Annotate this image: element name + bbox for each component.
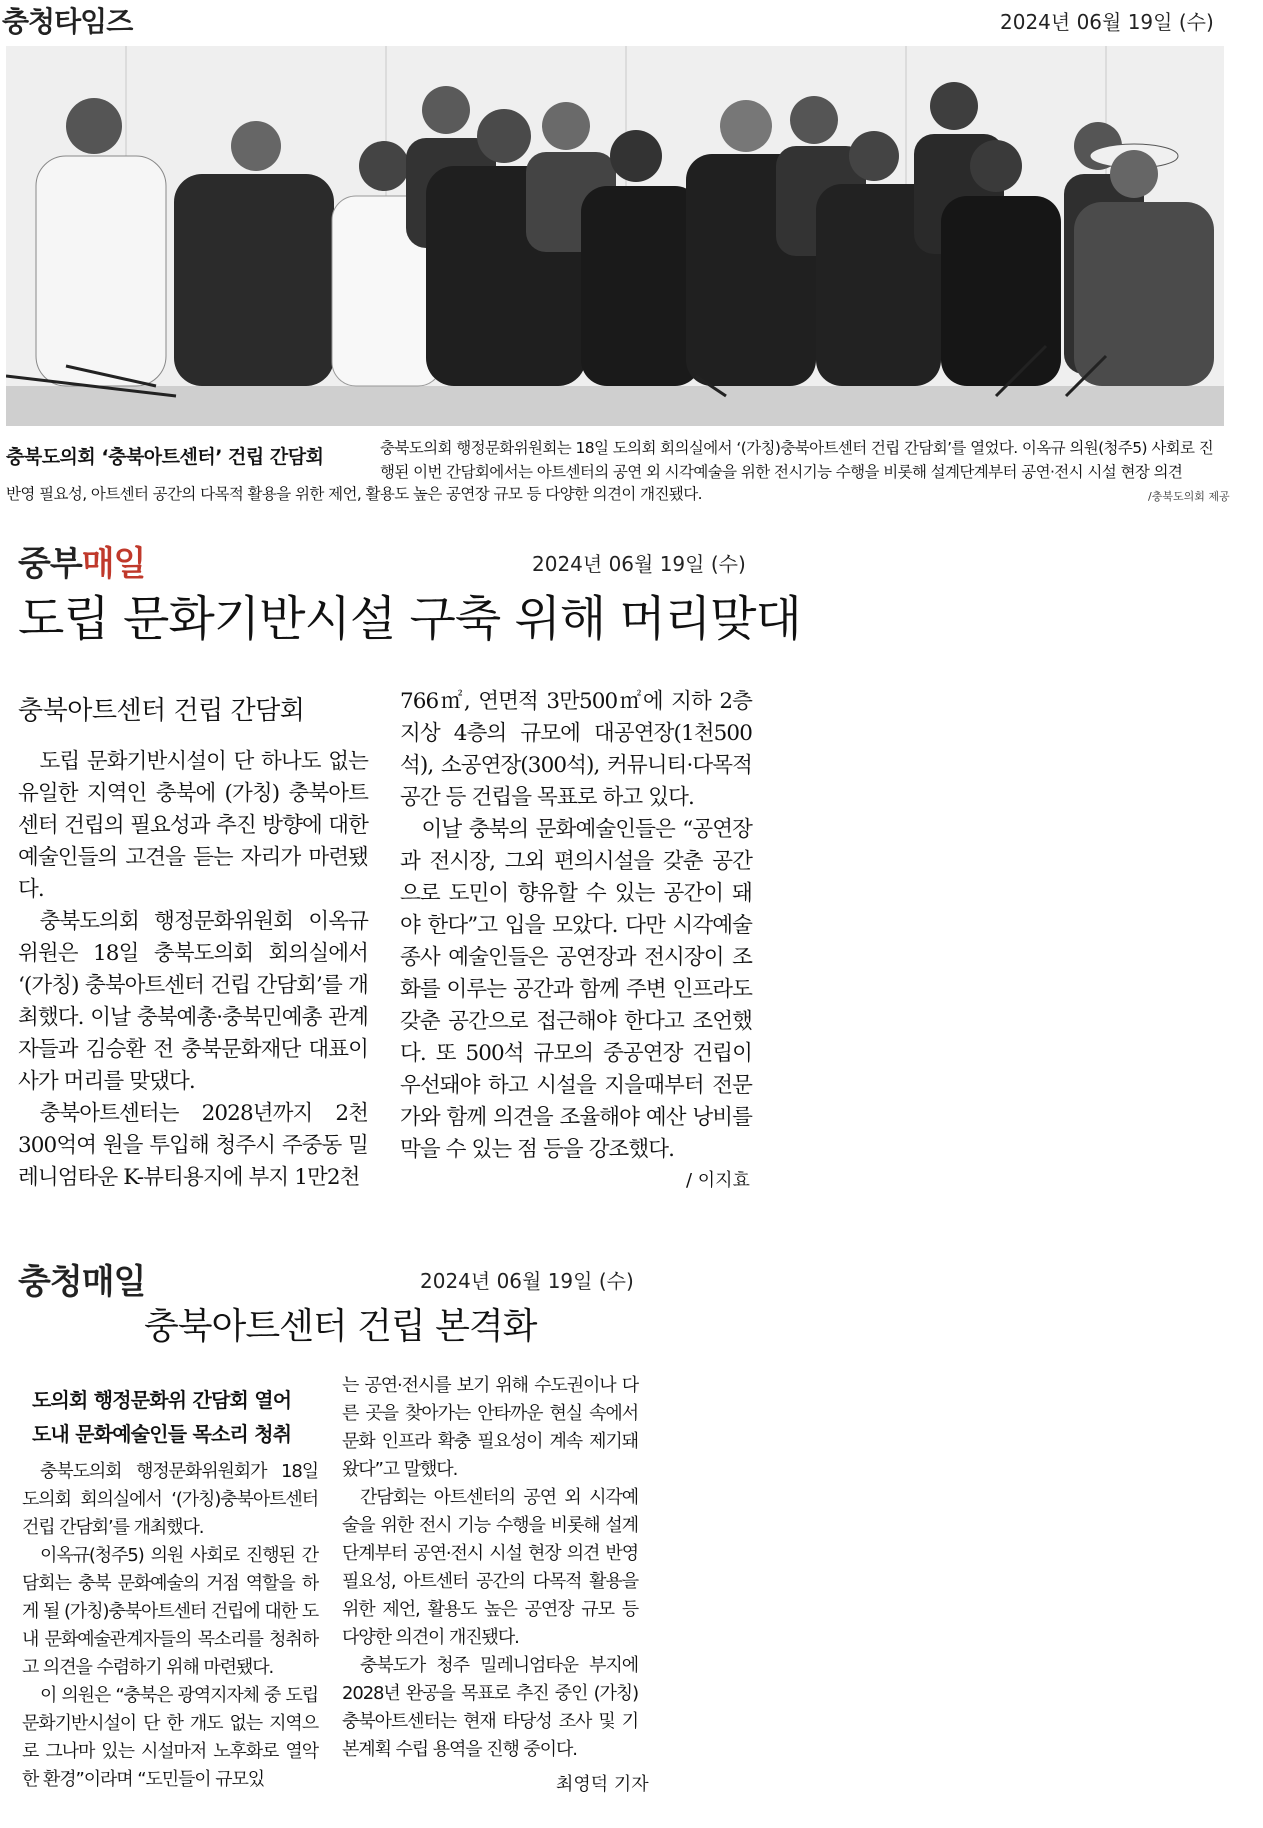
paragraph: 도립 문화기반시설이 단 하나도 없는 유일한 지역인 충북에 (가칭) 충북아트센터 건립의 필요성과 추진 방향에 대한 예술인들의 고견을 듣는 자리가 마련됐다. <box>18 749 368 902</box>
paragraph: 충북도의회 행정문화위원회가 18일 도의회 회의실에서 ‘(가칭)충북아트센터 건립 간담회’를 개최했다. <box>22 1461 318 1538</box>
article-column-2 <box>400 686 752 1166</box>
masthead-chungcheong-maeil: 충청매일 <box>18 1262 146 1302</box>
article-headline: 도립 문화기반시설 구축 위해 머리맞대 <box>18 591 801 647</box>
paragraph: 이날 충북의 문화예술인들은 “공연장과 전시장, 그외 편의시설을 갖춘 공간으로 도민이 향유할 수 있는 공간이 돼야 한다”고 입을 모았다. 다만 시각예술 종사 예술인들은 공연장과 전시장이 조화를 이루는 공간과 함께 주변 인프라도 갖춘 공간으로 접근해야 한다고 조언했다. 또 500석 규모의 중공연장 건립이 우선돼야 하고 시설을 지을때부터 전문가와 함께 의견을 조율해야 예산 낭비를 막을 수 있는 점 등을 강조했다. <box>400 817 752 1162</box>
article-subheadline-2: 도내 문화예술인들 목소리 청취 <box>32 1422 292 1446</box>
article-subheadline: 충북아트센터 건립 간담회 <box>18 696 305 726</box>
byline: / 이지효 <box>686 1170 750 1191</box>
photo-credit: /충북도의회 제공 <box>1148 490 1230 503</box>
photo-caption-text-continued: 반영 필요성, 아트센터 공간의 다목적 활용을 위한 제언, 활용도 높은 공연장 규모 등 다양한 의견이 개진됐다. <box>6 485 702 503</box>
paragraph: 충북도의회 행정문화위원회 이옥규 위원은 18일 충북도의회 회의실에서 ‘(가칭) 충북아트센터 건립 간담회’를 개최했다. 이날 충북예총·충북민예총 관계자들과 김승환 전 충북문화재단 대표이사가 머리를 맞댔다. <box>18 909 368 1094</box>
masthead-part-b: 매일 <box>81 544 146 584</box>
article-headline: 충북아트센터 건립 본격화 <box>144 1306 537 1347</box>
paragraph: 766㎡, 연면적 3만500㎡에 지하 2층 지상 4층의 규모에 대공연장(1천500석), 소공연장(300석), 커뮤니티·다목적 공간 등 건립을 목표로 하고 있다. <box>400 689 752 810</box>
article-subheadline-1: 도의회 행정문화위 간담회 열어 <box>32 1388 292 1412</box>
masthead-chungcheong-times: 충청타임즈 <box>2 5 133 38</box>
masthead-part-a: 중부 <box>18 544 82 584</box>
article-column-1 <box>18 746 368 1194</box>
publication-date: 2024년 06월 19일 (수) <box>1000 10 1214 34</box>
paragraph: 간담회는 아트센터의 공연 외 시각예술을 위한 전시 기능 수행을 비롯해 설계단계부터 공연·전시 시설 현장 의견 반영 필요성, 아트센터 공간의 다목적 활용을 위한 제언, 활용도 높은 공연장 규모 등 다양한 의견이 개진됐다. <box>342 1487 638 1648</box>
paragraph: 이옥규(청주5) 의원 사회로 진행된 간담회는 충북 문화예술의 거점 역할을 하게 될 (가칭)충북아트센터 건립에 대한 도내 문화예술관계자들의 목소리를 청취하고 의견을 수렴하기 위해 마련됐다. <box>22 1545 318 1678</box>
publication-date: 2024년 06월 19일 (수) <box>532 552 746 576</box>
publication-date: 2024년 06월 19일 (수) <box>420 1269 634 1293</box>
photo-caption-headline: 충북도의회 ‘충북아트센터’ 건립 간담회 <box>6 446 324 468</box>
paragraph: 이 의원은 “충북은 광역지자체 중 도립문화기반시설이 단 한 개도 없는 지역으로 그나마 있는 시설마저 노후화로 열악한 환경”이라며 “도민들이 규모있 <box>22 1685 318 1790</box>
article-column-1 <box>22 1458 318 1794</box>
paragraph: 는 공연·전시를 보기 위해 수도권이나 다른 곳을 찾아가는 안타까운 현실 속에서 문화 인프라 확충 필요성이 계속 제기돼 왔다”고 말했다. <box>342 1375 638 1480</box>
paragraph: 충북도가 청주 밀레니엄타운 부지에 2028년 완공을 목표로 추진 중인 (가칭)충북아트센터는 현재 타당성 조사 및 기본계획 수립 용역을 진행 중이다. <box>342 1655 638 1760</box>
group-photo <box>6 46 1224 426</box>
article-column-2 <box>342 1372 638 1764</box>
byline: 최영덕 기자 <box>556 1774 649 1795</box>
photo-caption-text: 충북도의회 행정문화위원회는 18일 도의회 회의실에서 ‘(가칭)충북아트센터 건립 간담회’를 열었다. 이옥규 의원(청주5) 사회로 진행된 이번 간담회에서는 아트센터의 공연 외 시각예술을 위한 전시기능 수행을 비롯해 설계단계부터 공연·전시 시설 현장 의견 <box>380 439 1214 481</box>
paragraph: 충북아트센터는 2028년까지 2천300억여 원을 투입해 청주시 주중동 밀레니엄타운 K-뷰티용지에 부지 1만2천 <box>18 1101 368 1190</box>
masthead-jungbu-maeil <box>18 536 145 585</box>
